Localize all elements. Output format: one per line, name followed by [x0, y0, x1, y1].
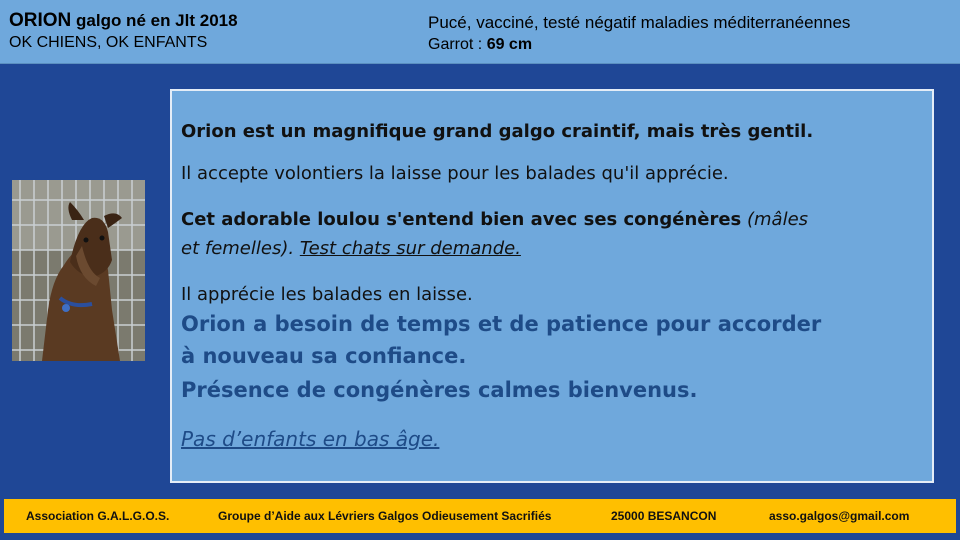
no-children-note: Pas d’enfants en bas âge. — [181, 427, 440, 451]
association-email[interactable]: asso.galgos@gmail.com — [769, 509, 910, 523]
emphasis-line-3: Présence de congénères calmes bienvenus. — [181, 378, 698, 402]
emphasis-line-1: Orion a besoin de temps et de patience pour accorder — [181, 312, 822, 336]
leash-text: Il accepte volontiers la laisse pour les balades qu'il apprécie. — [181, 163, 729, 184]
header-left — [9, 10, 238, 54]
description-card — [170, 89, 934, 483]
header-right — [428, 12, 850, 56]
congeners-italic-b: et femelles). — [181, 238, 295, 259]
association-city: 25000 BESANCON — [611, 509, 717, 523]
emphasis-line-2: à nouveau sa confiance. — [181, 344, 467, 368]
cats-test-link[interactable]: Test chats sur demande. — [299, 238, 521, 259]
dog-compat: OK CHIENS, OK ENFANTS — [9, 34, 208, 51]
association-fullname: Groupe d’Aide aux Lévriers Galgos Odieusement Sacrifiés — [218, 509, 552, 523]
footer-banner — [4, 499, 956, 533]
dog-garrot — [428, 34, 850, 56]
congeners-text-2 — [181, 237, 521, 261]
congeners-text — [181, 208, 808, 232]
congeners-bold: Cet adorable loulou s'entend bien avec ses congénères — [181, 209, 742, 230]
association-name: Association G.A.L.G.O.S. — [26, 509, 170, 523]
garrot-value: 69 cm — [486, 36, 533, 53]
dog-birth: galgo né en Jlt 2018 — [71, 11, 238, 30]
dog-name: ORION — [9, 10, 72, 31]
walks-text: Il apprécie les balades en laisse. — [181, 284, 473, 305]
header-banner — [0, 0, 960, 64]
dog-health: Pucé, vacciné, testé négatif maladies méditerranéennes — [428, 13, 851, 32]
intro-text: Orion est un magnifique grand galgo craintif, mais très gentil. — [181, 121, 814, 142]
congeners-italic-a: (mâles — [741, 209, 809, 230]
dog-title — [9, 10, 238, 32]
garrot-label: Garrot : — [428, 36, 487, 53]
dog-photo — [12, 180, 145, 361]
